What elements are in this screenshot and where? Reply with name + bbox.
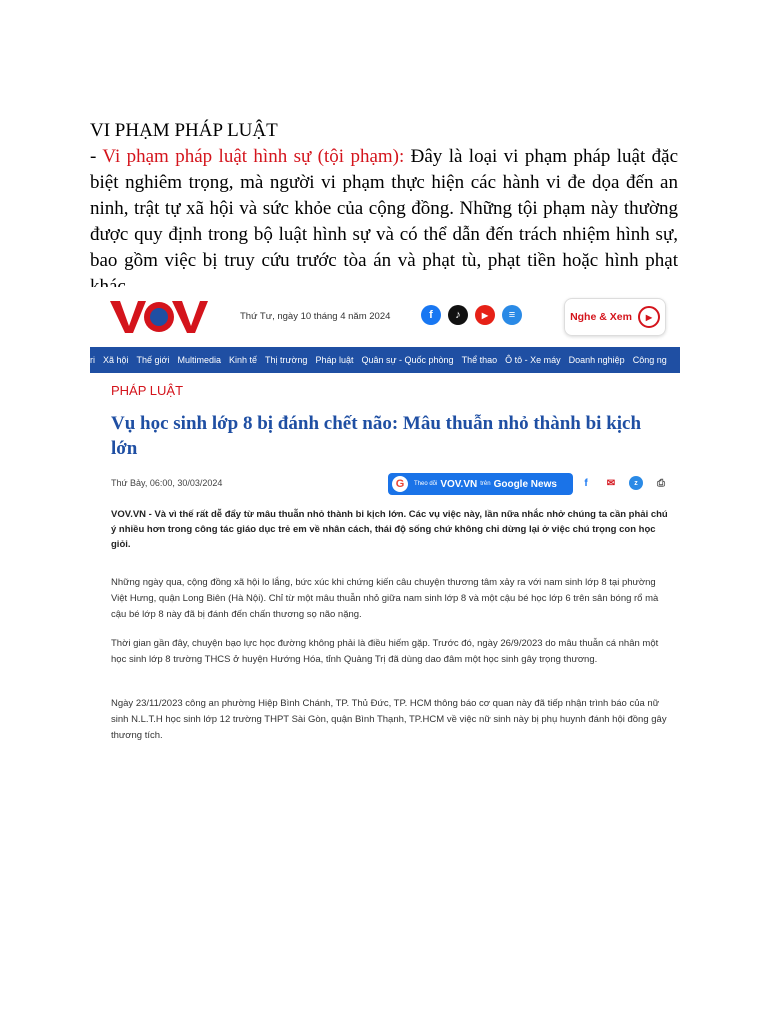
youtube-icon[interactable]: ▶ xyxy=(475,305,495,325)
gnews-follow-text: Theo dõi xyxy=(414,481,438,487)
facebook-icon[interactable]: f xyxy=(421,305,441,325)
definition-paragraph xyxy=(90,144,678,300)
nav-item-partial[interactable]: ri xyxy=(90,355,95,365)
google-news-follow-button[interactable] xyxy=(388,473,573,495)
site-header xyxy=(90,287,680,347)
play-icon: ▶ xyxy=(638,306,660,328)
nav-item-doanh-nghiep[interactable]: Doanh nghiệp xyxy=(568,355,625,365)
gnews-on-text: trên xyxy=(480,481,491,487)
nav-item-the-gioi[interactable]: Thế giới xyxy=(136,355,170,365)
listen-watch-label: Nghe & Xem xyxy=(570,311,632,323)
section-heading: VI PHẠM PHÁP LUẬT xyxy=(90,120,278,141)
header-date: Thứ Tư, ngày 10 tháng 4 năm 2024 xyxy=(240,311,391,322)
nav-item-the-thao[interactable]: Thể thao xyxy=(461,355,498,365)
nav-item-quan-su[interactable]: Quân sự - Quốc phòng xyxy=(361,355,454,365)
email-icon[interactable]: ✉ xyxy=(606,477,616,489)
gnews-site-text: VOV.VN xyxy=(440,478,478,490)
article-date: Thứ Bảy, 06:00, 30/03/2024 xyxy=(111,478,223,488)
gnews-label: Google News xyxy=(493,478,557,490)
defined-term: Vi phạm pháp luật hình sự (tội phạm): xyxy=(102,146,405,167)
article-paragraph: Những ngày qua, cộng đồng xã hội lo lắng, bức xúc khi chứng kiến câu chuyện thương tâm xảy ra với nam sinh lớp 8 tại phường Việt Hưng, quận Long Biên (Hà Nội). Chỉ từ một mâu thuẫn nhỏ giữa nam sinh lớp 8 và một cậu bé học lớp 6 trên sân bóng rổ mà cậu bé lớp 8 này đã bị đánh đến chấn thương sọ não nặng. xyxy=(111,577,659,620)
article-category[interactable]: PHÁP LUẬT xyxy=(111,383,184,398)
definition-text: Đây là loại vi phạm pháp luật đặc biệt nghiêm trọng, mà người vi phạm thực hiện các hành vi đe dọa đến an ninh, trật tự xã hội và sức khỏe của cộng đồng. Những tội phạm này thường được quy định trong bộ luật hình sự và có thể dẫn đến trách nhiệm hình sự, bao gồm việc bị truy cứu trước tòa án và phạt tù, phạt tiền hoặc hình phạt xyxy=(90,146,679,271)
article-lead: VOV.VN - Và vì thế rất dễ đẩy từ mâu thuẫn nhỏ thành bi kịch lớn. Các vụ việc này, lần nữa nhắc nhở chúng ta cần phải chú ý nhiều hơn trong công tác giáo dục trẻ em về nhân cách, thái độ sống chứ không chỉ dừng lại ở việc chú trọng con học giỏi. xyxy=(111,509,668,550)
print-icon[interactable]: ⎙ xyxy=(657,477,665,489)
article-paragraph: Ngày 23/11/2023 công an phường Hiệp Bình Chánh, TP. Thủ Đức, TP. HCM thông báo cơ quan này đã tiếp nhận trình báo của nữ sinh N.L.T.H học sinh lớp 12 trường THPT Sài Gòn, quận Bình Thạnh, TP.HCM về việc nữ sinh này bị phụ huynh đánh hội đồng gây thương tích. xyxy=(111,698,667,741)
article-paragraph: Thời gian gần đây, chuyện bạo lực học đường không phải là điều hiếm gặp. Trước đó, ngày 26/9/2023 do mâu thuẫn cá nhân một học sinh lớp 8 trường THCS ở huyện Hướng Hóa, tỉnh Quảng Trị đã dùng dao đâm một học sinh gây trọng thương. xyxy=(111,638,659,665)
listen-watch-button[interactable] xyxy=(564,298,666,336)
bullet-dash: - xyxy=(90,146,103,167)
nav-item-oto-xemay[interactable]: Ô tô - Xe máy xyxy=(505,355,561,365)
vov-logo xyxy=(110,299,208,335)
nav-item-cong-nghe[interactable]: Công ng xyxy=(632,355,667,365)
category-nav xyxy=(90,347,680,373)
embedded-news-screenshot xyxy=(90,287,680,745)
nav-item-multimedia[interactable]: Multimedia xyxy=(177,355,221,365)
nav-item-kinh-te[interactable]: Kinh tế xyxy=(228,355,257,365)
nav-item-xa-hoi[interactable]: Xã hội xyxy=(103,355,129,365)
article-headline: Vụ học sinh lớp 8 bị đánh chết não: Mâu thuẫn nhỏ thành bi kịch lớn xyxy=(111,413,642,459)
zalo-share-icon[interactable]: z xyxy=(628,475,644,491)
share-icons xyxy=(578,475,669,491)
nav-item-thi-truong[interactable]: Thị trường xyxy=(265,355,308,365)
document-body xyxy=(90,118,678,300)
zalo-icon[interactable]: ≡ xyxy=(502,305,522,325)
nav-item-phap-luat[interactable]: Pháp luật xyxy=(315,355,354,365)
facebook-share-icon[interactable]: f xyxy=(584,477,588,489)
social-links xyxy=(421,305,522,325)
google-icon: G xyxy=(392,476,408,492)
tiktok-icon[interactable]: ♪ xyxy=(448,305,468,325)
